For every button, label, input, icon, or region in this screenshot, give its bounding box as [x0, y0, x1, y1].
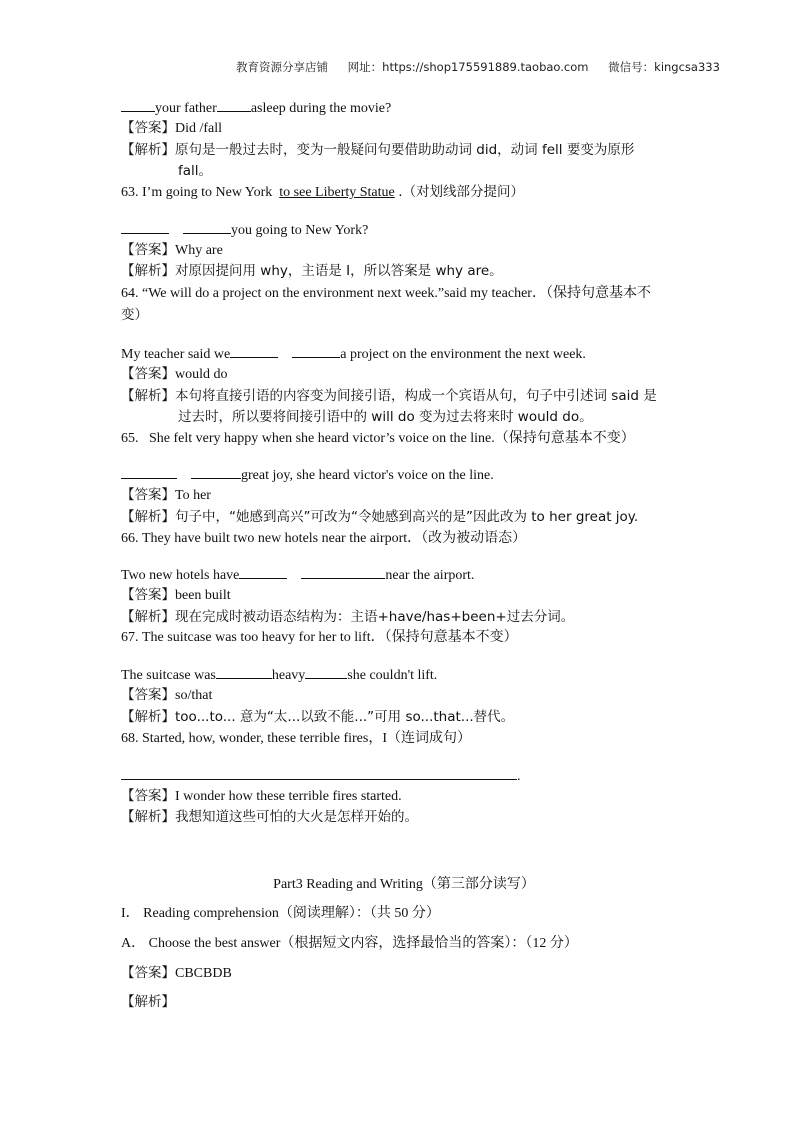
section-i-heading: I． Reading comprehension（阅读理解）：（共 50 分） — [121, 906, 440, 921]
q62-analysis: 【解析】原句是一般过去时，变为一般疑问句要借助助动词 did，动词 fell 要变为原形 — [121, 142, 635, 158]
q62-analysis-cont: fall。 — [178, 163, 213, 179]
shop-name: 教育资源分享店铺 — [236, 60, 328, 74]
part3-analysis: 【解析】 — [121, 994, 175, 1010]
q68-question: 68. Started, how, wonder, these terrible fires，I（连词成句） — [121, 731, 472, 746]
q64-question: 64. “We will do a project on the environment next week.”said my teacher．（保持句意基本不 — [121, 286, 651, 301]
answer-blank — [305, 664, 347, 679]
answer-blank — [292, 343, 340, 358]
q68-answer: 【答案】I wonder how these terrible fires started. — [121, 788, 402, 804]
q67-sentence: The suitcase was heavy she couldn't lift. — [121, 664, 687, 686]
q63-question: 63. I’m going to New York to see Liberty Statue .（对划线部分提问） — [121, 184, 525, 200]
answer-blank — [121, 219, 169, 234]
q65-question: 65. She felt very happy when she heard victor’s voice on the line.（保持句意基本不变） — [121, 431, 635, 446]
part3-title: Part3 Reading and Writing（第三部分读写） — [273, 877, 535, 892]
q64-question-cont: 变） — [121, 307, 148, 323]
q68-analysis: 【解析】我想知道这些可怕的大火是怎样开始的。 — [121, 809, 418, 825]
q66-question: 66. They have built two new hotels near the airport．（改为被动语态） — [121, 531, 527, 546]
q67-analysis: 【解析】too...to... 意为“太...以致不能...”可用 so...that...替代。 — [121, 709, 515, 725]
q67-question: 67. The suitcase was too heavy for her to lift．（保持句意基本不变） — [121, 630, 518, 645]
part3-answer: 【答案】CBCBDB — [121, 965, 232, 981]
q64-answer: 【答案】would do — [121, 366, 228, 382]
wechat-id: 微信号：kingcsa333 — [608, 60, 720, 74]
answer-blank — [121, 464, 177, 479]
q65-analysis: 【解析】句子中，“她感到高兴”可改为“令她感到高兴的是”因此改为 to her great joy. — [121, 509, 639, 525]
q67-answer: 【答案】so/that — [121, 687, 213, 703]
q68-answer-line: . — [121, 765, 687, 787]
shop-url: 网址：https://shop175591889.taobao.com — [347, 60, 589, 74]
q63-answer: 【答案】Why are — [121, 242, 223, 258]
answer-blank — [183, 219, 231, 234]
q62-sentence: your father asleep during the movie? — [121, 97, 687, 119]
section-a-heading: A． Choose the best answer（根据短文内容，选择最恰当的答案）：（12 分） — [121, 936, 578, 951]
q64-sentence: My teacher said we a project on the environment the next week. — [121, 343, 687, 365]
q64-analysis: 【解析】本句将直接引语的内容变为间接引语，构成一个宾语从句，句子中引述词 said 是 — [121, 388, 657, 404]
answer-blank — [216, 664, 272, 679]
answer-blank — [230, 343, 278, 358]
answer-blank — [121, 765, 517, 780]
answer-blank — [217, 97, 251, 112]
q66-answer: 【答案】been built — [121, 587, 231, 603]
answer-blank — [121, 97, 155, 112]
q66-analysis: 【解析】现在完成时被动语态结构为：主语+have/has+been+过去分词。 — [121, 609, 575, 625]
underlined-phrase: to see Liberty Statue — [279, 185, 395, 200]
q62-answer: 【答案】Did /fall — [121, 120, 223, 136]
q65-answer: 【答案】To her — [121, 487, 211, 503]
q66-sentence: Two new hotels have near the airport. — [121, 564, 687, 586]
q63-sentence: you going to New York? — [121, 219, 687, 241]
q63-analysis: 【解析】对原因提问用 why，主语是 I，所以答案是 why are。 — [121, 263, 503, 279]
answer-blank — [239, 564, 287, 579]
answer-blank — [191, 464, 241, 479]
answer-blank — [301, 564, 385, 579]
q64-analysis-cont: 过去时，所以要将间接引语中的 will do 变为过去将来时 would do。 — [178, 409, 593, 425]
q65-sentence: great joy, she heard victor's voice on the line. — [121, 464, 687, 486]
page-header — [236, 59, 720, 75]
